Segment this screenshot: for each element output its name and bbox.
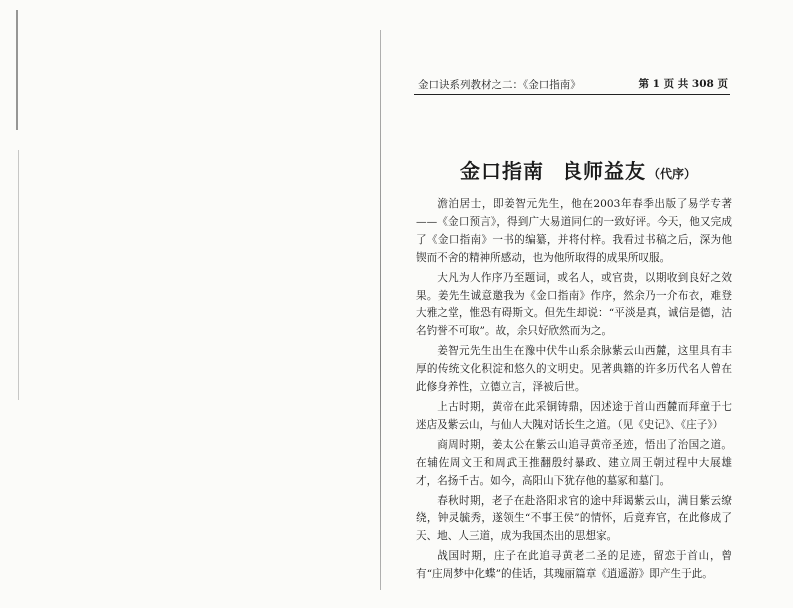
page-number: 第 1 页 共 308 页: [638, 78, 728, 90]
book-spine-fold: [380, 30, 381, 590]
scan-edge-mark: [16, 10, 18, 130]
chapter-title: [460, 155, 696, 184]
running-header: [414, 76, 730, 95]
title-main-right: 良师益友: [562, 159, 646, 183]
paragraph: 春秋时期，老子在赴洛阳求官的途中拜谒紫云山，满目紫云缭绕，钟灵毓秀，遂领生“不事王侯”的情怀，后竟弃官，在此修成了天、地、人三道，成为我国杰出的思想家。: [416, 494, 732, 543]
paragraph: 商周时期，姜太公在紫云山追寻黄帝圣迹，悟出了治国之道。在辅佐周文王和周武王推翻殷纣暴政、建立周王朝过程中大展雄才，名扬千古。如今，高阳山下犹存他的墓冢和墓门。: [416, 438, 732, 487]
scan-edge-mark: [18, 150, 19, 400]
paragraph: 姜智元先生出生在豫中伏牛山系余脉紫云山西麓，这里具有丰厚的传统文化积淀和悠久的文明史。见著典籍的许多历代名人曾在此修身养性，立德立言，泽被后世。: [416, 345, 732, 394]
title-main-left: 金口指南: [460, 159, 544, 183]
paragraph: 战国时期，庄子在此追寻黄老二圣的足迹，留恋于首山，曾有“庄周梦中化蝶”的佳话，其瑰丽篇章《逍遥游》即产生于此。: [416, 550, 732, 581]
paragraph: 上古时期，黄帝在此采铜铸鼎，因述途于首山西麓而拜童于七迷店及紫云山，与仙人大隗对话长生之道。（见《史记》、《庄子》）: [416, 400, 732, 431]
paragraph: 澹泊居士，即姜智元先生，他在2003年春季出版了易学专著——《金口预言》，得到广大易道同仁的一致好评。今天，他又完成了《金口指南》一书的编纂，并将付梓。我看过书稿之后，深为他锲而不舍的精神所感动，也为他所取得的成果所叹服。: [416, 198, 732, 264]
series-title: 金口诀系列教材之二：《金口指南》: [418, 79, 581, 91]
title-subtitle: （代序）: [648, 167, 697, 181]
paragraph: 大凡为人作序乃至题词，或名人，或官贵，以期收到良好之效果。姜先生诚意邀我为《金口指南》作序，然余乃一介布衣，难登大雅之堂，惟恐有碍斯文。但先生却说：“平淡是真，诚信是德，沽名钓誉不可取”。故，余只好欣然而为之。: [416, 271, 732, 338]
body-text: [416, 196, 732, 586]
